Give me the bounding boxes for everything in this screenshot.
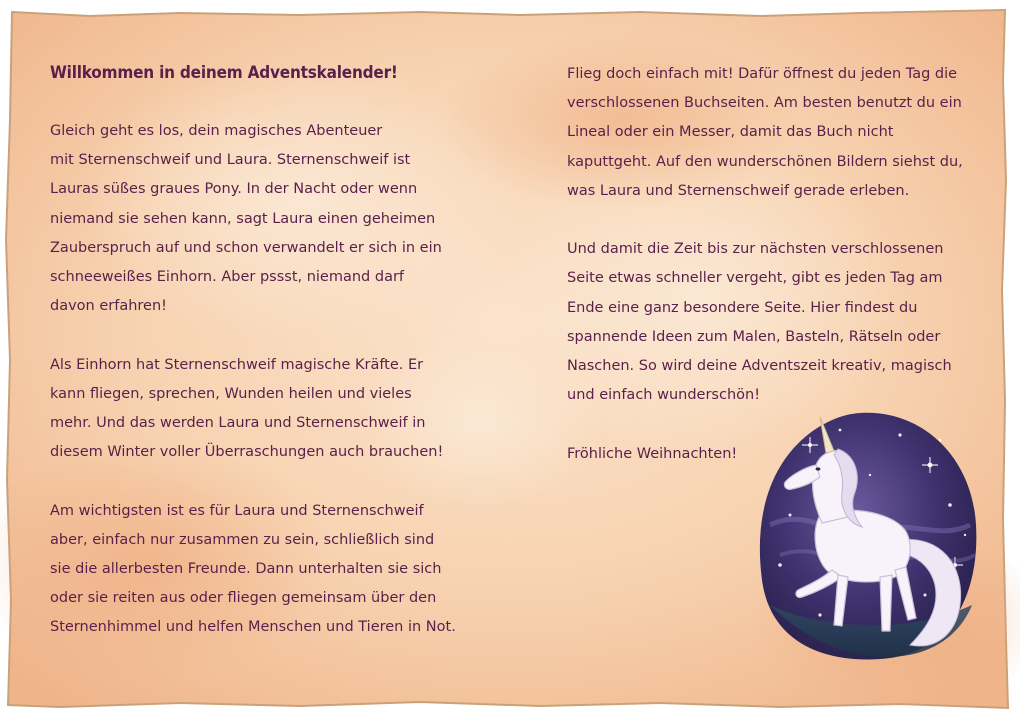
left-column	[50, 58, 470, 643]
right-paragraph-1: Flieg doch einfach mit! Dafür öffnest du jeden Tag die verschlossenen Buchseiten. Am besten benutzt du ein Lineal oder ein Messer, damit das Buch nicht kaputtgeht. Auf den wunderschönen Bildern siehst du, was Laura und Sternenschweif gerade erleben.	[567, 66, 963, 199]
left-paragraph-2: Als Einhorn hat Sternenschweif magische Kräfte. Er kann fliegen, sprechen, Wunden heilen und vieles mehr. Und das werden Laura und Sternenschweif in diesem Winter voller Überraschungen auch brauchen!	[50, 356, 444, 461]
unicorn-icon	[750, 405, 982, 665]
left-paragraph-3: Am wichtigsten ist es für Laura und Sternenschweif aber, einfach nur zusammen zu sein, schließlich sind sie die allerbesten Freunde. Dann unterhalten sie sich oder sie reiten aus oder fliegen gemeinsam über den Sternenhimmel und helfen Menschen und Tieren in Not.	[50, 502, 456, 636]
closing-greeting: Fröhliche Weihnachten!	[567, 445, 738, 462]
page-title: Willkommen in deinem Adventskalender!	[50, 63, 398, 83]
right-paragraph-2: Und damit die Zeit bis zur nächsten verschlossenen Seite etwas schneller vergeht, gibt es jeden Tag am Ende eine ganz besondere Seite. Hier findest du spannende Ideen zum Malen, Basteln, Rätseln oder Naschen. So wird deine Adventszeit kreativ, magisch und einfach wunderschön!	[567, 241, 952, 404]
unicorn-illustration	[750, 405, 982, 665]
left-paragraph-1: Gleich geht es los, dein magisches Abenteuer mit Sternenschweif und Laura. Sternenschweif ist Lauras süßes graues Pony. In der Nacht oder wenn niemand sie sehen kann, sagt Laura einen geheimen Zauberspruch auf und schon verwandelt er sich in ein schneeweißes Einhorn. Aber pssst, niemand darf davon erfahren!	[50, 123, 442, 315]
